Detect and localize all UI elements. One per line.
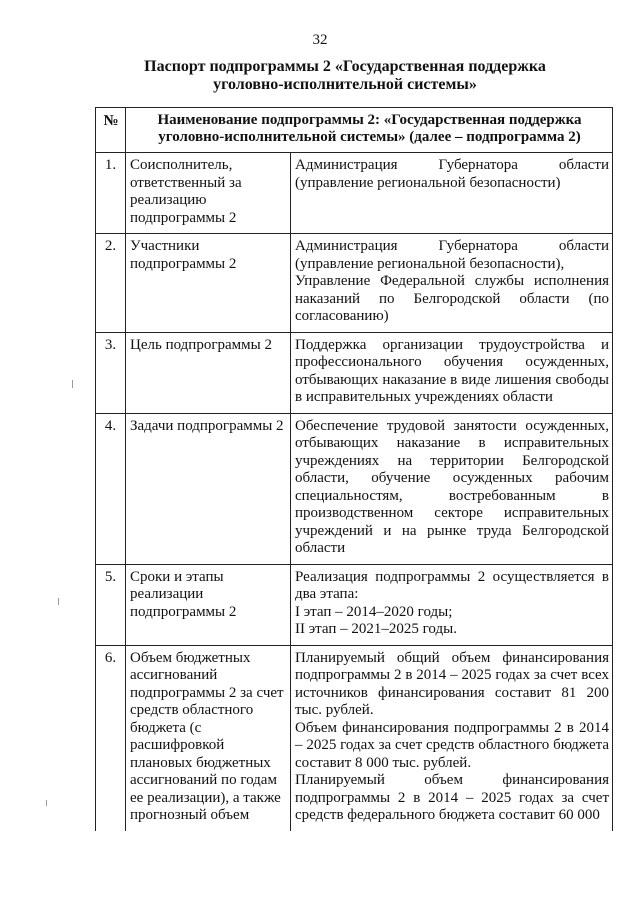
- table-row: [96, 332, 613, 413]
- row-content-paragraph: Планируемый объем финансирования подпрограммы 2 в 2014 – 2025 годах за счет средств федерального бюджета составит 60 000: [295, 772, 610, 823]
- row-content-paragraph: Планируемый общий объем финансирования подпрограммы 2 в 2014 – 2025 годах за счет всех источников финансирования составит 81 200 тыс. рублей.: [295, 649, 610, 718]
- table-row: [96, 413, 613, 564]
- row-content-paragraph: Управление Федеральной службы исполнения наказаний по Белгородской области (по согласованию): [295, 273, 610, 324]
- header-number: №: [96, 108, 126, 153]
- table-row: [96, 564, 613, 645]
- scan-mark: [46, 800, 47, 806]
- row-content-paragraph: Поддержка организации трудоустройства и профессионального обучения осужденных, отбывающих наказание в виде лишения свободы в исправительных учреждениях области: [295, 336, 610, 405]
- table-row: [96, 153, 613, 234]
- row-number: 5.: [96, 564, 126, 645]
- page-title-line-1: Паспорт подпрограммы 2 «Государственная поддержка: [144, 58, 546, 75]
- row-label: Цель подпрограммы 2: [126, 332, 291, 413]
- row-content-paragraph: Реализация подпрограммы 2 осуществляется в два этапа:: [295, 568, 610, 602]
- row-content-paragraph: II этап – 2021–2025 годы.: [295, 621, 457, 637]
- passport-table: [95, 107, 613, 831]
- row-content: [291, 153, 613, 234]
- scan-mark: [72, 380, 73, 388]
- row-label: Объем бюджетных ассигнований подпрограммы 2 за счет средств областного бюджета (с расшифровкой плановых бюджетных ассигнований по годам ее реализации), а также прогнозный объем: [126, 645, 291, 831]
- row-content: [291, 645, 613, 831]
- row-number: 4.: [96, 413, 126, 564]
- row-label: Задачи подпрограммы 2: [126, 413, 291, 564]
- row-number: 2.: [96, 234, 126, 333]
- row-label: Соисполнитель, ответственный за реализацию подпрограммы 2: [126, 153, 291, 234]
- page-title: [110, 58, 580, 94]
- row-content-paragraph: I этап – 2014–2020 годы;: [295, 603, 453, 620]
- row-content-paragraph: Администрация Губернатора области (управление региональной безопасности),: [295, 238, 610, 272]
- row-number: 3.: [96, 332, 126, 413]
- row-content: [291, 564, 613, 645]
- row-label: Сроки и этапы реализации подпрограммы 2: [126, 564, 291, 645]
- page-number: 32: [312, 32, 328, 48]
- row-content-paragraph: Объем финансирования подпрограммы 2 в 2014 – 2025 годах за счет средств областного бюджета составит 8 000 тыс. рублей.: [295, 719, 610, 771]
- row-content: [291, 332, 613, 413]
- header-subprogram-name: Наименование подпрограммы 2: «Государственная поддержка уголовно-исполнительной системы» (далее – подпрограмма 2): [126, 108, 613, 153]
- row-number: 1.: [96, 153, 126, 234]
- table-header-row: [96, 108, 613, 153]
- row-content-paragraph: Обеспечение трудовой занятости осужденных, отбывающих наказание в исправительных учреждениях на территории Белгородской области, обучение осужденных рабочим специальностям, востребованным в производственном секторе исправительных учреждений и на рынке труда Белгородской области: [295, 417, 610, 556]
- row-content: [291, 413, 613, 564]
- row-content-paragraph: Администрация Губернатора области (управление региональной безопасности): [295, 157, 610, 191]
- row-label: Участники подпрограммы 2: [126, 234, 291, 333]
- scan-mark: [58, 598, 59, 605]
- row-content: [291, 234, 613, 333]
- table-body: [96, 153, 613, 831]
- row-number: 6.: [96, 645, 126, 831]
- table-row: [96, 645, 613, 831]
- page-title-line-2: уголовно-исполнительной системы»: [213, 76, 477, 93]
- table-row: [96, 234, 613, 333]
